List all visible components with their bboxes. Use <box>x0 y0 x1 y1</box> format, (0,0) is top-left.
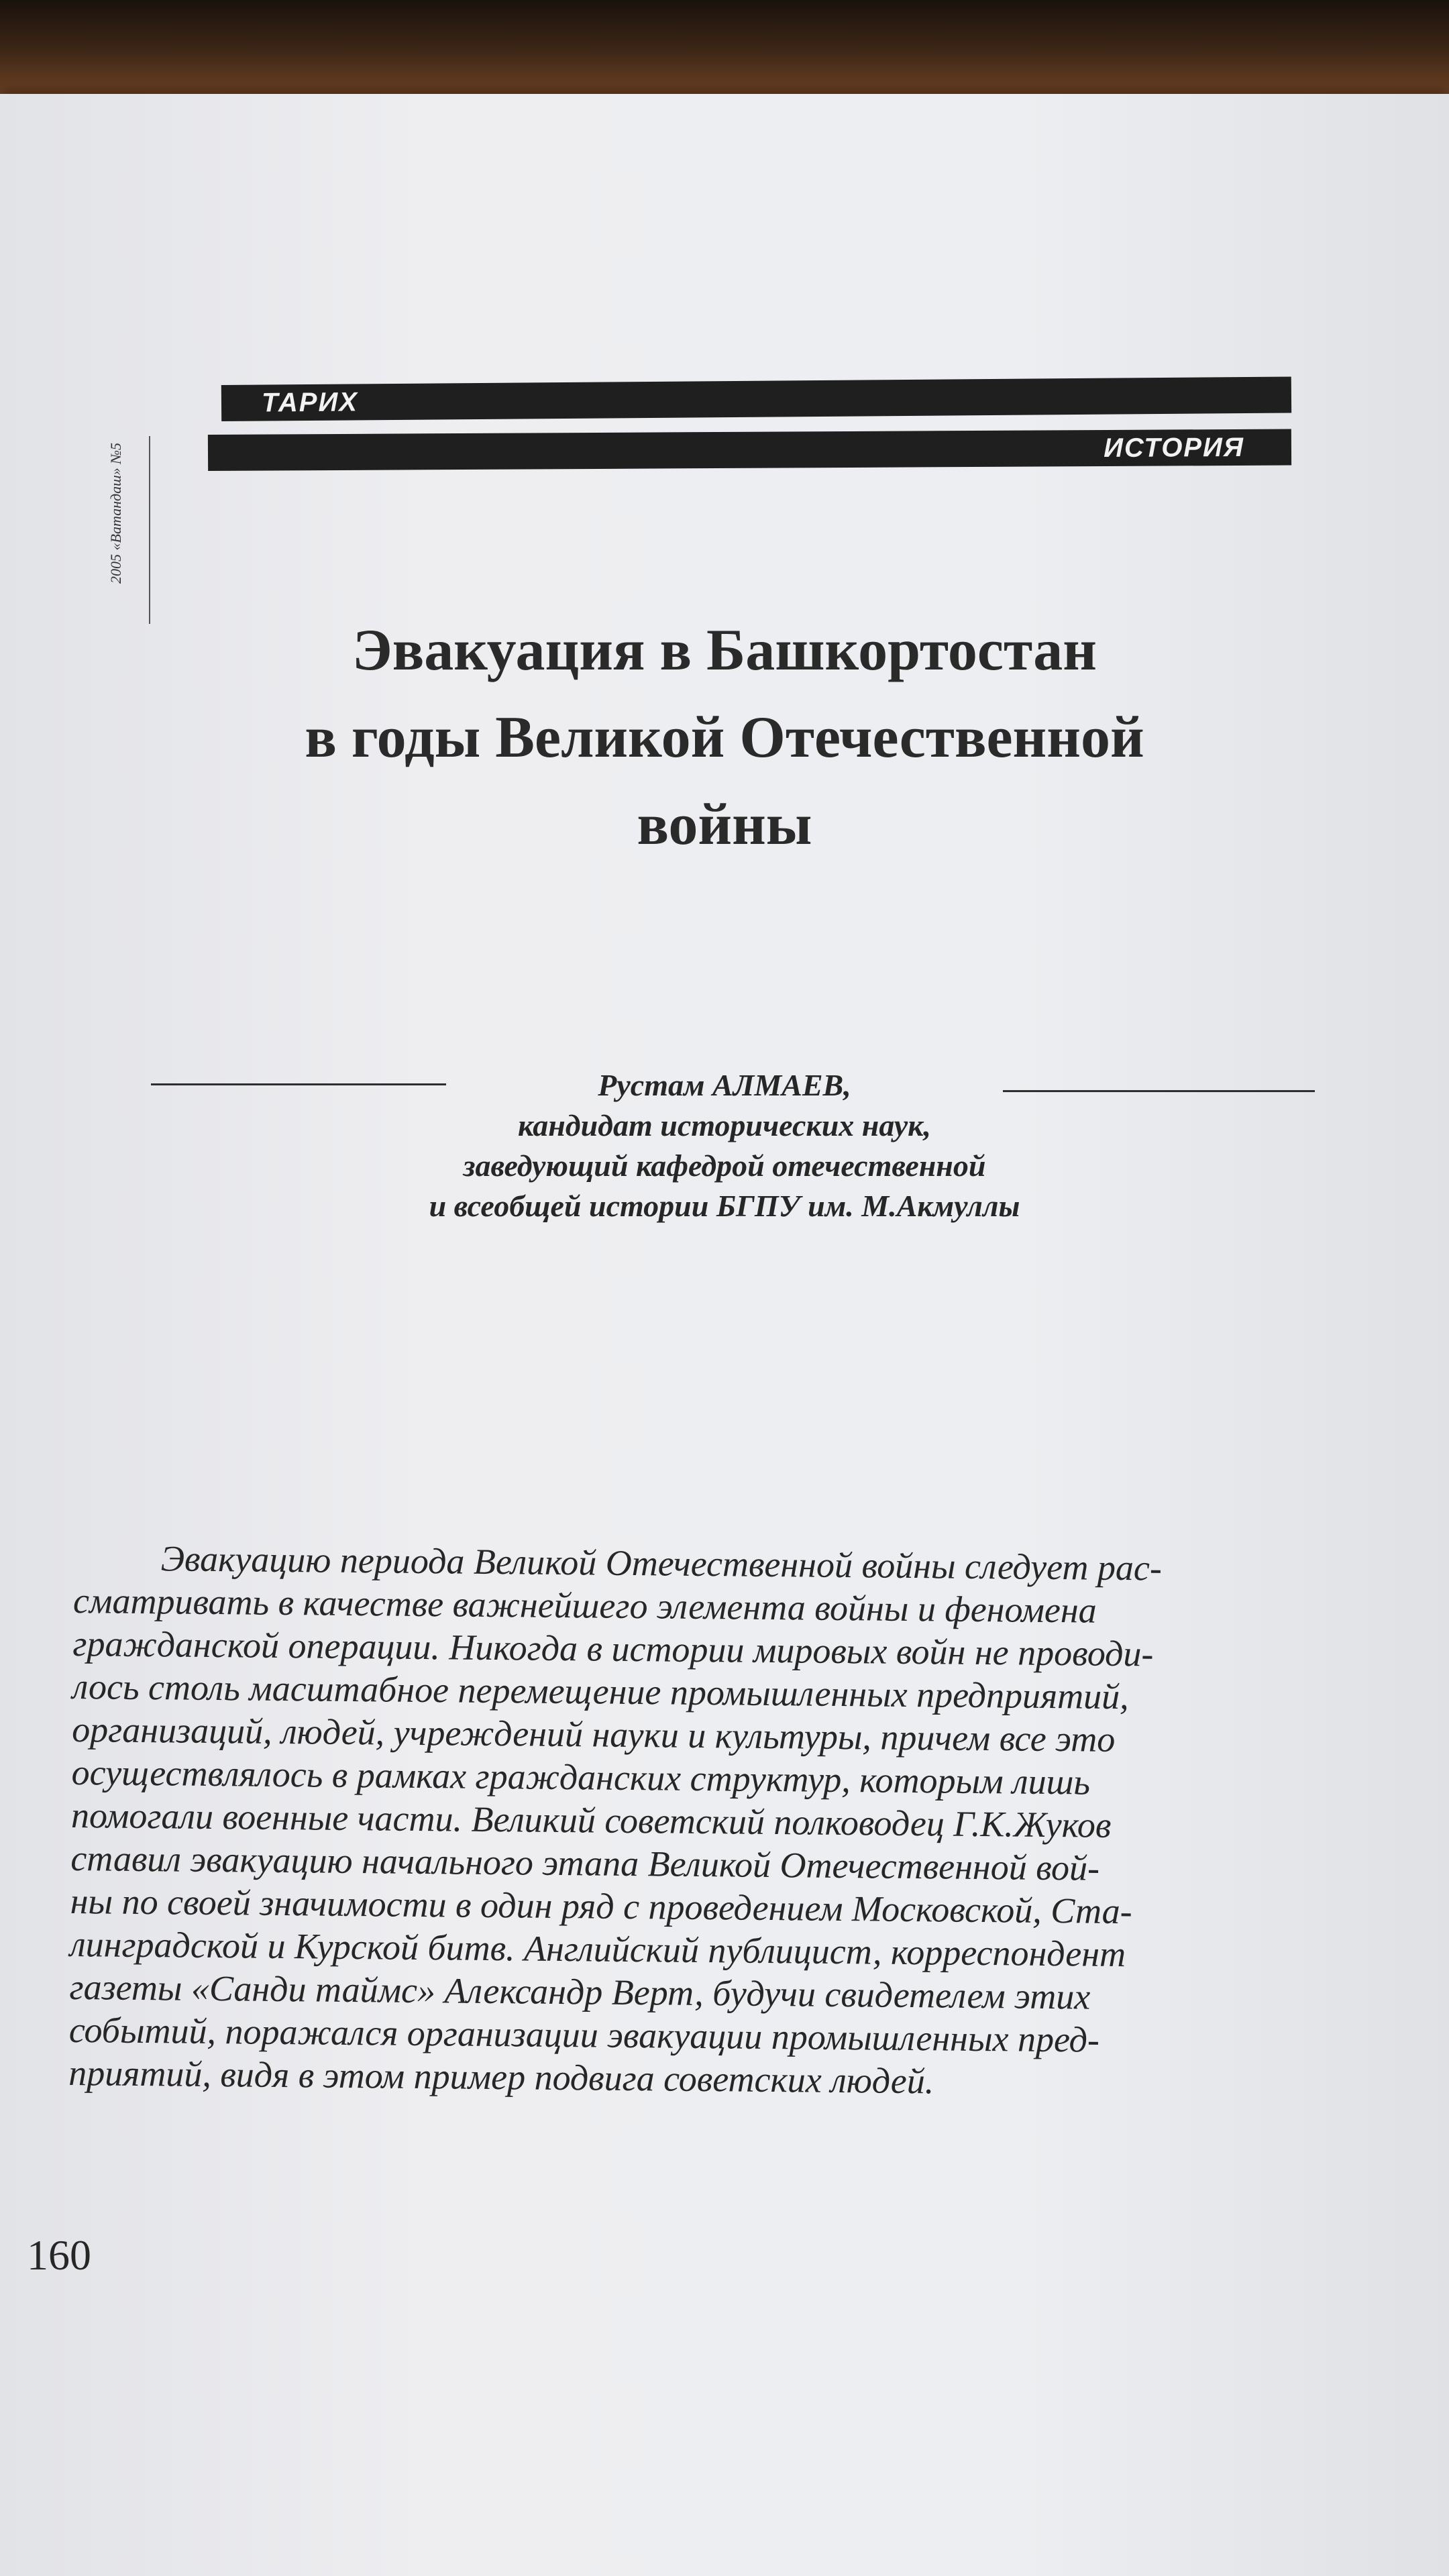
table-background <box>0 0 1449 107</box>
body-line: сматривать в качестве важнейшего элемента войны и феномена <box>72 1580 1097 1631</box>
author-institution: и всеобщей истории БГПУ им. М.Акмуллы <box>429 1189 1020 1223</box>
author-byline <box>309 1065 1140 1226</box>
body-line: гражданской операции. Никогда в истории мировых войн не проводи- <box>72 1623 1154 1674</box>
author-degree: кандидат исторических наук, <box>518 1108 931 1142</box>
body-line: осуществлялось в рамках гражданских структур, которым лишь <box>71 1752 1091 1803</box>
journal-issue-note: 2005 «Ватандаш» №5 <box>107 443 124 584</box>
body-line: ны по своей значимости в один ряд с проведением Московской, Ста- <box>70 1880 1132 1932</box>
section-label-istoriya: ИСТОРИЯ <box>1104 432 1245 464</box>
body-line: лось столь масштабное перемещение промышленных предприятий, <box>72 1666 1129 1717</box>
title-line: в годы Великой Отечественной <box>305 705 1144 770</box>
body-line: ставил эвакуацию начального этапа Великой Отечественной вой- <box>70 1837 1100 1888</box>
article-body <box>68 1536 1335 2106</box>
body-line: Эвакуацию периода Великой Отечественной войны следует рас- <box>160 1538 1163 1589</box>
title-line: войны <box>637 792 812 857</box>
section-label-tarikh: ТАРИХ <box>261 387 359 418</box>
section-band-russian <box>208 429 1291 471</box>
body-line: событий, поражался организации эвакуации промышленных пред- <box>68 2009 1100 2060</box>
page-number: 160 <box>27 2231 91 2279</box>
author-position: заведующий кафедрой отечественной <box>463 1148 986 1183</box>
body-line: помогали военные части. Великий советский полководец Г.К.Жуков <box>70 1794 1112 1845</box>
body-line: линградской и Курской битв. Английский публицист, корреспондент <box>69 1923 1126 1975</box>
article-title <box>221 607 1228 869</box>
body-line: организаций, людей, учреждений науки и культуры, причем все это <box>71 1709 1116 1760</box>
body-line: приятий, видя в этом пример подвига советских людей. <box>68 2052 934 2102</box>
title-line: Эвакуация в Башкортостан <box>352 618 1097 683</box>
body-line: газеты «Санди таймс» Александр Верт, будучи свидетелем этих <box>69 1966 1091 2017</box>
side-divider <box>149 436 150 624</box>
author-name: Рустам АЛМАЕВ, <box>598 1068 851 1102</box>
